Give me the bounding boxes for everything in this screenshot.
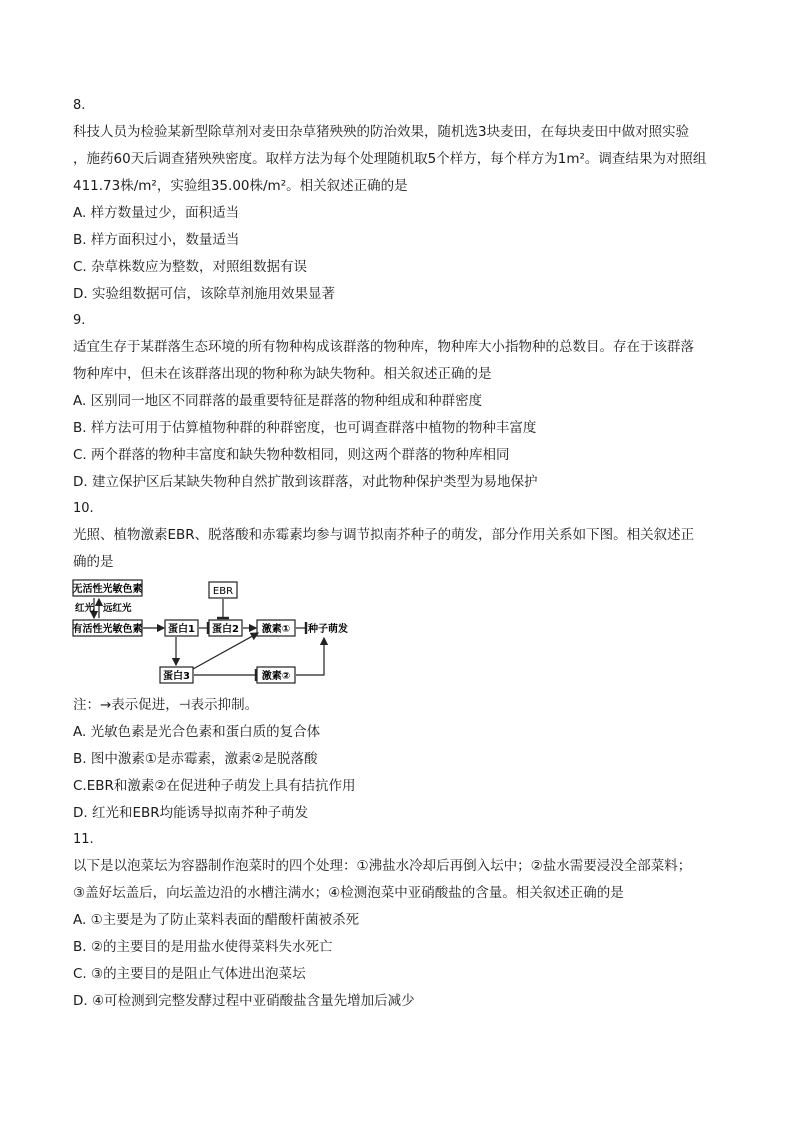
question-11-option-b: B. ②的主要目的是用盐水使得菜料失水死亡 xyxy=(73,939,333,955)
active-phytochrome-node xyxy=(73,620,143,636)
protein2-label: 蛋白2 xyxy=(212,624,239,635)
question-9-option-c: C. 两个群落的物种丰富度和缺失物种数相同，则这两个群落的物种库相同 xyxy=(73,447,510,463)
protein2-node xyxy=(209,620,242,636)
hormone2-to-germination-arrow xyxy=(296,638,324,675)
germination-regulation-diagram xyxy=(72,576,372,688)
question-10-stem-line-2: 确的是 xyxy=(73,554,114,570)
question-8-option-c: C. 杂草株数应为整数，对照组数据有误 xyxy=(73,259,308,275)
question-8-option-b: B. 样方面积过小，数量适当 xyxy=(73,232,240,248)
inactive-phytochrome-node xyxy=(73,580,143,596)
hormone2-node xyxy=(257,667,295,683)
question-10-note: 注：→表示促进，⊣表示抑制。 xyxy=(73,697,259,713)
ebr-node xyxy=(209,582,237,598)
far-red-light-label: 远红光 xyxy=(103,603,132,614)
question-11-stem-line-1: 以下是以泡菜坛为容器制作泡菜时的四个处理：①沸盐水冷却后再倒入坛中；②盐水需要浸没全部菜料； xyxy=(73,858,692,874)
protein3-node xyxy=(160,667,193,683)
hormone1-label: 激素① xyxy=(261,624,291,635)
question-8-stem-line-2: ，施药60天后调查猪殃殃密度。取样方法为每个处理随机取5个样方，每个样方为1m²。调查结果为对照组 xyxy=(73,151,707,167)
question-11-option-a: A. ①主要是为了防止菜料表面的醋酸杆菌被杀死 xyxy=(73,912,360,928)
hormone1-node xyxy=(257,620,295,636)
question-11-option-c: C. ③的主要目的是阻止气体进出泡菜坛 xyxy=(73,966,306,982)
question-9-number: 9. xyxy=(73,313,86,328)
question-10-option-d: D. 红光和EBR均能诱导拟南芥种子萌发 xyxy=(73,805,309,821)
protein3-to-hormone1-arrow xyxy=(193,633,258,669)
seed-germination-label: 种子萌发 xyxy=(308,624,348,635)
question-8-number: 8. xyxy=(73,98,86,113)
question-8-stem-line-1: 科技人员为检验某新型除草剂对麦田杂草猪殃殃的防治效果，随机选3块麦田，在每块麦田中做对照实验 xyxy=(73,124,690,140)
question-10-option-a: A. 光敏色素是光合色素和蛋白质的复合体 xyxy=(73,724,321,740)
question-9-stem-line-2: 物种库中，但未在该群落出现的物种称为缺失物种。相关叙述正确的是 xyxy=(73,366,492,382)
question-11-stem-line-2: ③盖好坛盖后，向坛盖边沿的水槽注满水；④检测泡菜中亚硝酸盐的含量。相关叙述正确的是 xyxy=(73,885,624,901)
question-10-option-c: C.EBR和激素②在促进种子萌发上具有拮抗作用 xyxy=(73,778,356,794)
question-10-option-b: B. 图中激素①是赤霉素，激素②是脱落酸 xyxy=(73,751,318,767)
question-8-stem-line-3: 411.73株/m²，实验组35.00株/m²。相关叙述正确的是 xyxy=(73,178,408,194)
question-9-option-b: B. 样方法可用于估算植物种群的种群密度，也可调查群落中植物的物种丰富度 xyxy=(73,420,537,436)
question-9-stem-line-1: 适宜生存于某群落生态环境的所有物种构成该群落的物种库，物种库大小指物种的总数目。存在于该群落 xyxy=(73,339,694,355)
question-10-number: 10. xyxy=(73,501,94,516)
question-9-option-a: A. 区别同一地区不同群落的最重要特征是群落的物种组成和种群密度 xyxy=(73,393,483,409)
question-8-option-d: D. 实验组数据可信，该除草剂施用效果显著 xyxy=(73,286,335,302)
protein3-label: 蛋白3 xyxy=(163,671,190,682)
question-11-number: 11. xyxy=(73,832,94,847)
protein1-label: 蛋白1 xyxy=(168,624,195,635)
inactive-phytochrome-label: 无活性光敏色素 xyxy=(72,584,143,595)
active-phytochrome-label: 有活性光敏色素 xyxy=(72,624,143,635)
question-8-option-a: A. 样方数量过少，面积适当 xyxy=(73,205,240,221)
hormone2-label: 激素② xyxy=(261,671,291,682)
question-11-option-d: D. ④可检测到完整发酵过程中亚硝酸盐含量先增加后减少 xyxy=(73,993,415,1009)
question-10-stem-line-1: 光照、植物激素EBR、脱落酸和赤霉素均参与调节拟南芥种子的萌发，部分作用关系如下图。相关叙述正 xyxy=(73,527,695,543)
red-light-label: 红光 xyxy=(75,603,95,614)
question-9-option-d: D. 建立保护区后某缺失物种自然扩散到该群落，对此物种保护类型为易地保护 xyxy=(73,474,538,490)
ebr-label: EBR xyxy=(212,586,234,597)
protein1-node xyxy=(165,620,198,636)
